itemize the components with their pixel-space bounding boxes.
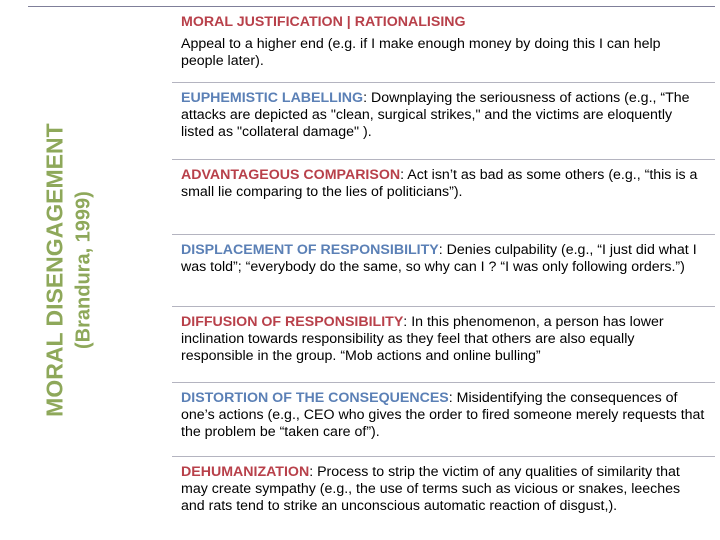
list-item-distortion-of-consequences [172,383,715,457]
list-item-diffusion-of-responsibility [172,307,715,383]
separator: : [403,314,408,330]
separator: : [400,167,405,183]
list-item-displacement-of-responsibility [172,235,715,307]
description-distortion-of-consequences: Misidentifying the consequences of one’s actions (e.g., CEO who gives the order to fired someone merely requests that the problem be “taken care of”). [181,390,705,441]
list-item-euphemistic-labelling [172,83,715,160]
term-displacement-of-responsibility: DISPLACEMENT OF RESPONSIBILITY [181,242,439,258]
term-distortion-of-consequences: DISTORTION OF THE CONSEQUENCES [181,390,449,406]
term-moral-justification: MORAL JUSTIFICATION | RATIONALISING [181,14,466,30]
list-item-advantageous-comparison [172,160,715,235]
term-euphemistic-labelling: EUPHEMISTIC LABELLING [181,90,364,106]
term-advantageous-comparison: ADVANTAGEOUS COMPARISON [181,167,401,183]
list-item-dehumanization [172,457,715,539]
concept-list [172,7,715,539]
description-dehumanization: Process to strip the victim of any qualities of similarity that may create sympathy (e.g., the use of terms such as vicious or snakes, leeches and rats tend to strike an unconscious automatic reaction of disgust,). [181,464,681,515]
side-main-title: MORAL DISENGAGEMENT [41,123,68,417]
separator: : [363,90,368,106]
description-advantageous-comparison: Act isn’t as bad as some others (e.g., “this is a small lie comparing to the lies of politicians”). [181,167,698,201]
list-item-moral-justification [172,7,715,83]
side-subtitle: (Brandura, 1999) [73,191,96,349]
separator: : [438,242,443,258]
description-displacement-of-responsibility: Denies culpability (e.g., “I just did what I was told”; “everybody do the same, so why can I ? “I was only following orders.”) [181,242,697,276]
description-euphemistic-labelling: Downplaying the seriousness of actions (e.g., “The attacks are depicted as "clean, surgical strikes," and the victims are eloquently listed as "collateral damage" ). [181,90,690,141]
separator: : [309,464,314,480]
term-dehumanization: DEHUMANIZATION [181,464,310,480]
separator: : [448,390,453,406]
term-diffusion-of-responsibility: DIFFUSION OF RESPONSIBILITY [181,314,404,330]
side-title [14,100,124,440]
description-diffusion-of-responsibility: In this phenomenon, a person has lower inclination towards responsibility as they feel that others are also equally responsible in the group. “Mob actions and online bulling” [181,314,664,365]
side-title-text [43,123,95,416]
description-moral-justification: Appeal to a higher end (e.g. if I make enough money by doing this I can help people later). [181,36,661,70]
